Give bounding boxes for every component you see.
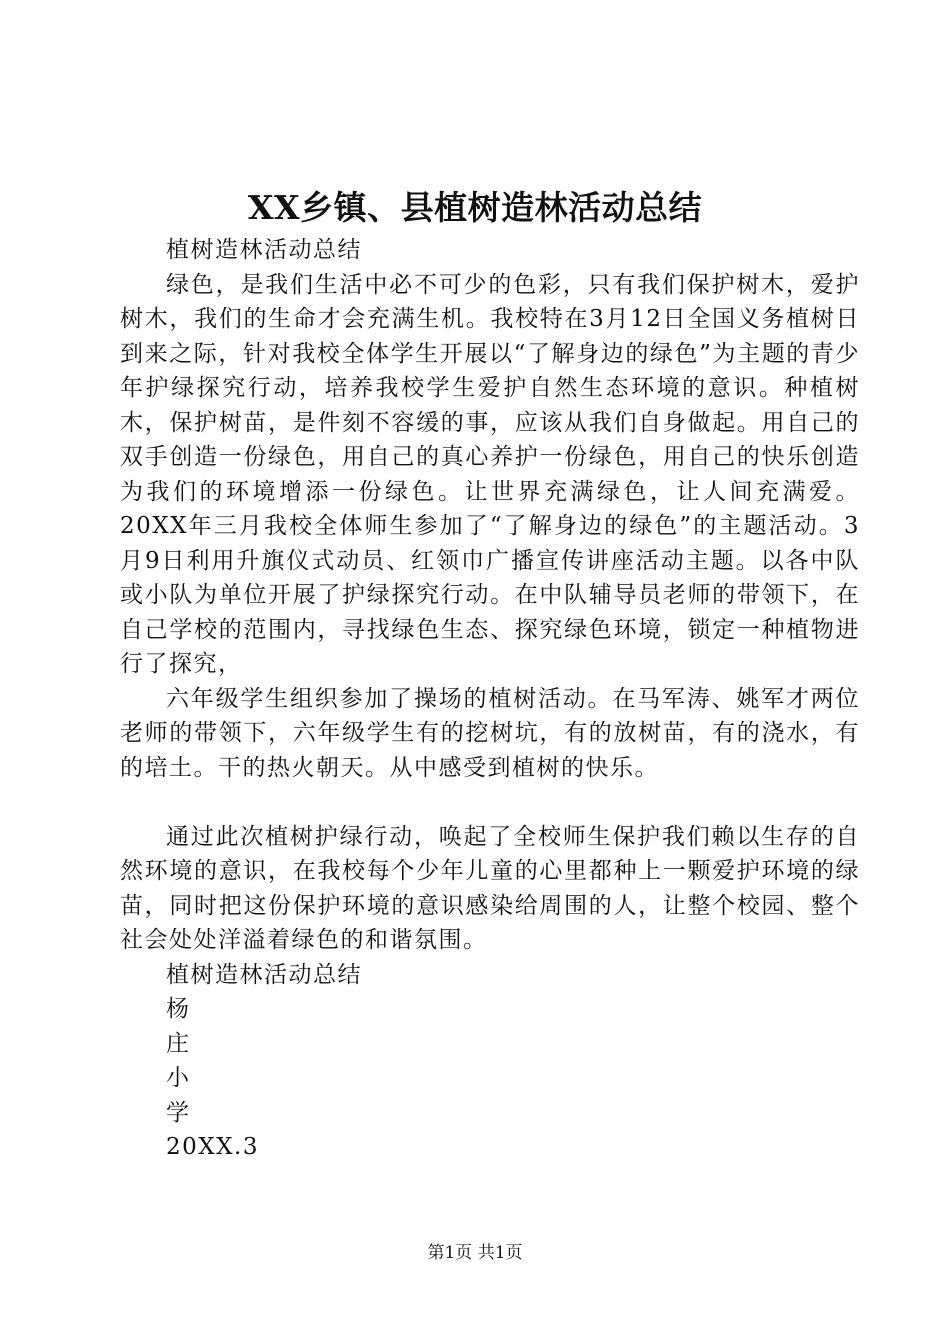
document-body — [120, 233, 860, 1165]
closing-title: 植树造林活动总结 — [166, 961, 362, 988]
document-date: 20XX.3 — [166, 1134, 259, 1160]
page-footer: 第1页 共1页 — [427, 1243, 523, 1263]
blank-line — [120, 785, 860, 820]
paragraph-grade-six: 六年级学生组织参加了操场的植树活动。在马军涛、姚军才两位老师的带领下，六年级学生有的挖树坑，有的放树苗，有的浇水，有的培土。干的热火朝天。从中感受到植树的快乐。 — [120, 685, 860, 781]
paragraph-conclusion: 通过此次植树护绿行动，唤起了全校师生保护我们赖以生存的自然环境的意识，在我校每个少年儿童的心里都种上一颗爱护环境的绿苗，同时把这份保护环境的意识感染给周围的人，让整个校园、整个社会处处洋溢着绿色的和谐氛围。 — [120, 823, 860, 953]
subtitle-line: 植树造林活动总结 — [166, 237, 362, 263]
signature-char-1: 杨 — [166, 996, 191, 1022]
paragraph-intro: 绿色，是我们生活中必不可少的色彩，只有我们保护树木，爱护树木，我们的生命才会充满生机。我校特在3月12日全国义务植树日到来之际，针对我校全体学生开展以“了解身边的绿色”为主题的青少年护绿探究行动，培养我校学生爱护自然生态环境的意识。种植树木，保护树苗，是件刻不容缓的事，应该从我们自身做起。用自己的双手创造一份绿色，用自己的真心养护一份绿色，用自己的快乐创造为我们的环境增添一份绿色。让世界充满绿色，让人间充满爱。20XX年三月我校全体师生参加了“了解身边的绿色”的主题活动。3月9日利用升旗仪式动员、红领巾广播宣传讲座活动主题。以各中队或小队为单位开展了护绿探究行动。在中队辅导员老师的带领下，在自己学校的范围内，寻找绿色生态、探究绿色环境，锁定一种植物进行了探究， — [120, 271, 860, 677]
document-title: XX乡镇、县植树造林活动总结 — [247, 188, 703, 227]
signature-char-3: 小 — [166, 1065, 191, 1091]
signature-char-2: 庄 — [166, 1030, 191, 1057]
signature-char-4: 学 — [166, 1099, 191, 1126]
